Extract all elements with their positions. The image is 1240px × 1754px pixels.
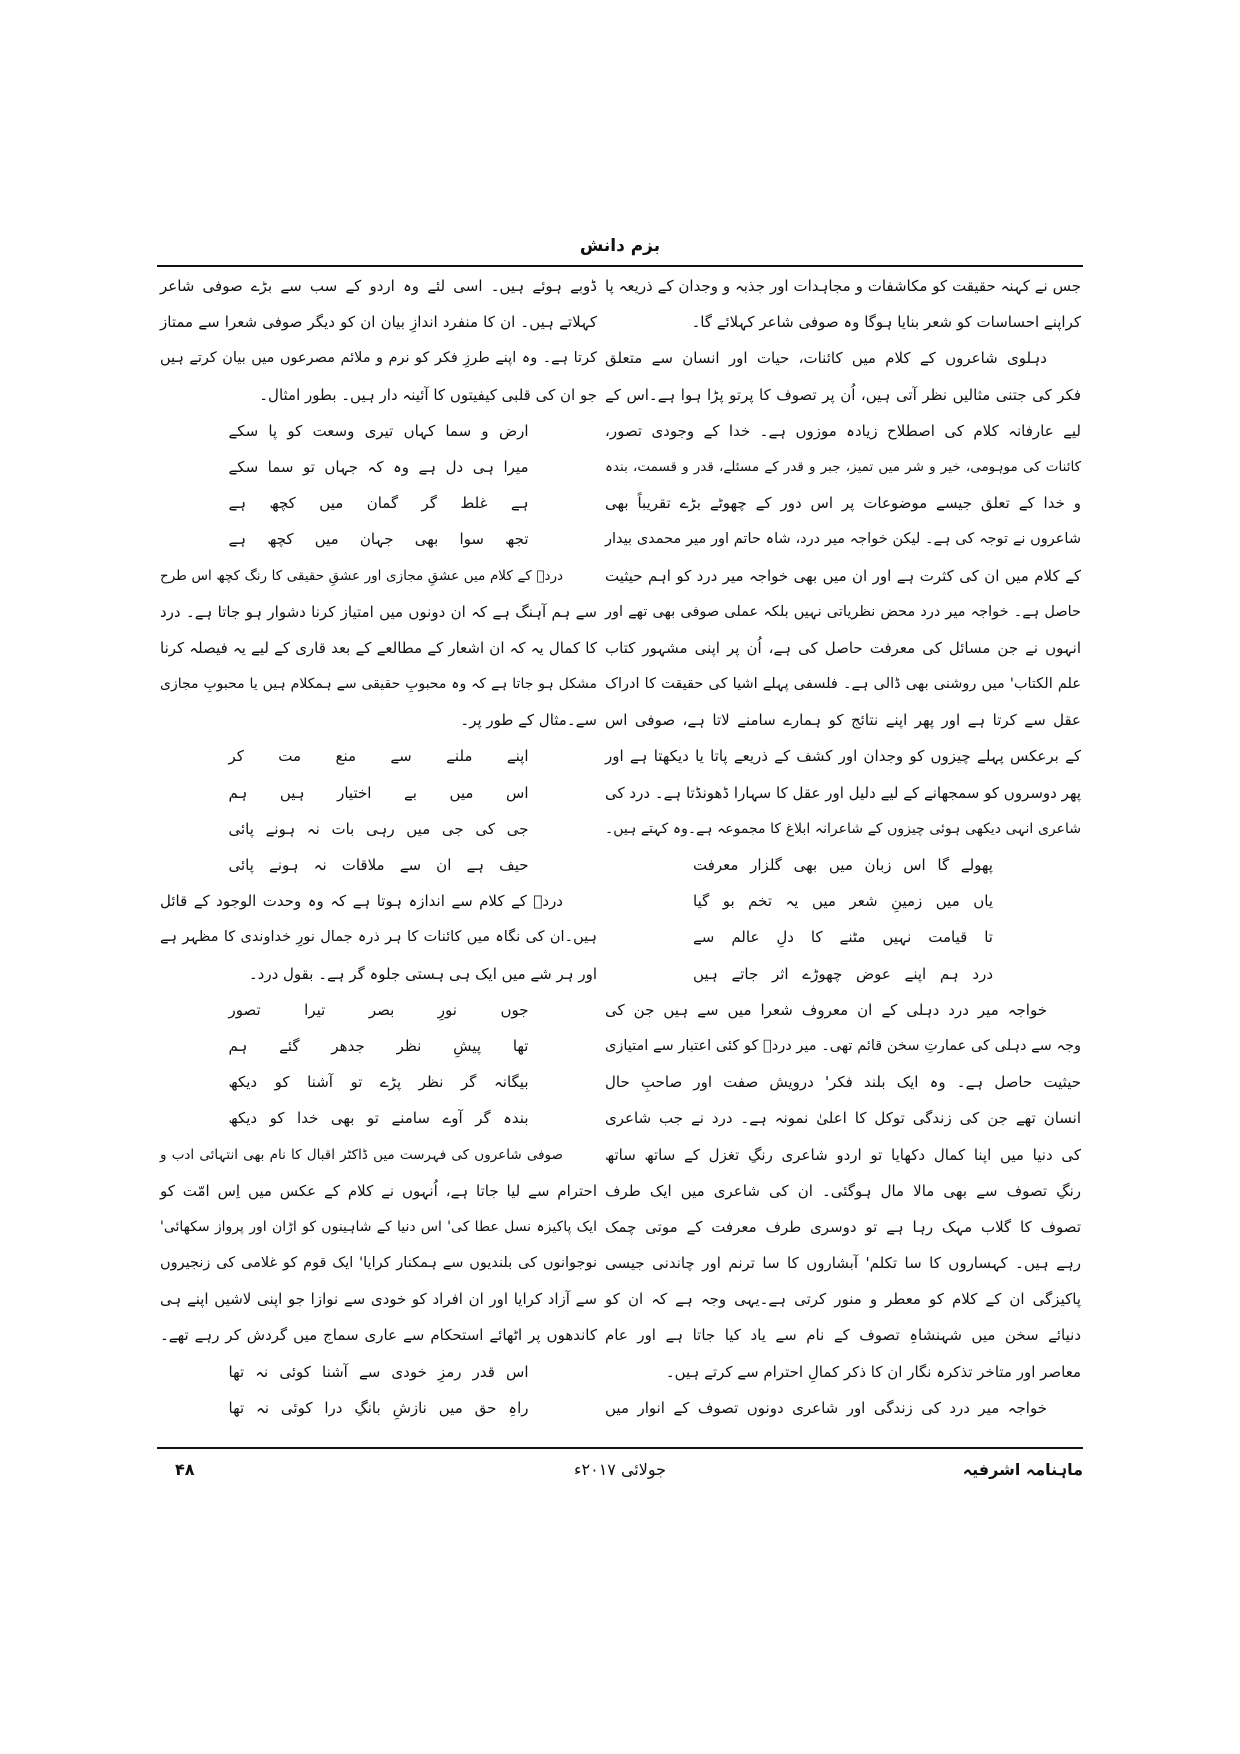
right-column	[605, 270, 1081, 1428]
verse-line: تا قیامت نہیں مٹنے کا دلِ عالم سے	[693, 928, 993, 947]
text-line: ایک پاکیزہ نسل عطا کی' اس دنیا کے شاہینوں کو اڑان اور پرواز سکھائی'	[160, 1218, 597, 1235]
verse-line: بیگانہ گر نظر پڑے تو آشنا کو دیکھ	[228, 1073, 529, 1092]
text-line: کہلاتے ہیں۔ ان کا منفرد اندازِ بیان ان کو دیگر صوفی شعرا سے ممتاز	[160, 313, 597, 332]
text-line: انسان تھے جن کی زندگی توکل کا اعلیٰ نمونہ ہے۔ درد نے جب شاعری	[605, 1109, 1081, 1128]
magazine-name: ماہنامہ اشرفیہ	[962, 1460, 1083, 1479]
verse-line: ہے غلط گر گمان میں کچھ ہے	[228, 494, 529, 513]
text-line: حاصل ہے۔ خواجہ میر درد محض نظریاتی نہیں بلکہ عملی صوفی بھی تھے اور	[605, 603, 1081, 620]
text-line: کے کلام میں ان کی کثرت ہے اور ان میں بھی خواجہ میر درد کو اہم حیثیت	[605, 566, 1081, 585]
text-line: جس نے کہنہ حقیقت کو مکاشفات و مجاہدات اور جذبہ و وجدان کے ذریعہ پا	[605, 277, 1081, 295]
text-line: سے آزاد کرایا اور ان افراد کو خودی سے نوازا جو اپنی لاشیں اپنے ہی	[160, 1290, 597, 1309]
verse-line: اس قدر رمزِ خودی سے آشنا کوئی نہ تھا	[228, 1362, 529, 1381]
text-line: کا کمال یہ کہ ان اشعار کے مطالعے کے بعد قاری کے لیے یہ فیصلہ کرنا	[160, 638, 597, 657]
text-line: دہلوی شاعروں کے کلام میں کائنات، حیات اور انسان سے متعلق	[605, 349, 1047, 368]
verse-line: راہِ حق میں نازشِ بانگِ درا کوئی نہ تھا	[228, 1398, 529, 1417]
verse-line: پھولے گا اس زبان میں بھی گلزار معرفت	[693, 856, 993, 874]
text-line: دردؔ کے کلام میں عشقِ مجازی اور عشقِ حقیقی کا رنگ کچھ اس طرح	[160, 567, 563, 584]
verse-line: جوں نورِ بصر تیرا تصور	[228, 1000, 529, 1019]
text-line: کاندھوں پر اٹھائے استحکام سے عاری سماج میں گردش کر رہے تھے۔	[160, 1326, 597, 1345]
text-line: احترام سے لیا جاتا ہے، اُنہوں نے کلام کے عکس میں اِس امّت کو	[160, 1181, 597, 1200]
text-line: ڈوبے ہوئے ہیں۔ اسی لئے وہ اردو کے سب سے بڑے صوفی شاعر	[160, 277, 597, 295]
text-line: رہے ہیں۔ کہساروں کا سا تکلم' آبشاروں کا سا ترنم اور چاندنی جیسی	[605, 1254, 1081, 1273]
page-number: ۴۸	[175, 1460, 195, 1479]
verse-line: میرا ہی دل ہے وہ کہ جہاں تو سما سکے	[228, 457, 529, 476]
text-line: نوجوانوں کی بلندیوں سے ہمکنار کرایا' ایک قوم کو غلامی کی زنجیروں	[160, 1255, 597, 1272]
verse-line: جی کی جی میں رہی بات نہ ہونے پائی	[228, 819, 529, 838]
verse-line: بندہ گر آوے سامنے تو بھی خدا کو دیکھ	[228, 1109, 529, 1128]
text-line: اور ہر شے میں ایک ہی ہستی جلوہ گر ہے۔ بقول درد۔	[248, 964, 597, 983]
text-line: پھر دوسروں کو سمجھانے کے لیے دلیل اور عقل کا سہارا ڈھونڈتا ہے۔ درد کی	[605, 783, 1081, 802]
verse-line: یاں میں زمینِ شعر میں یہ تخم بو گیا	[693, 892, 993, 911]
text-line: پاکیزگی ان کے کلام کو معطر و منور کرتی ہے۔یہی وجہ ہے کہ ان کو	[605, 1290, 1081, 1309]
text-line: دردؔ کے کلام سے اندازہ ہوتا ہے کہ وہ وحدت الوجود کے قائل	[160, 892, 563, 911]
verse-line: اپنے ملنے سے منع مت کر	[228, 747, 529, 766]
text-line: سے۔مثال کے طور پر۔	[460, 711, 597, 730]
text-line: لیے عارفانہ کلام کی اصطلاح زیادہ موزوں ہے۔ خدا کے وجودی تصور،	[605, 421, 1081, 440]
text-line: تصوف کا گلاب مہک رہا ہے تو دوسری طرف معرفت کے موتی چمک	[605, 1217, 1081, 1236]
verse-line: تھا پیشِ نظر جدھر گئے ہم	[228, 1036, 529, 1055]
text-line: معاصر اور متاخر تذکرہ نگار ان کا ذکر کمالِ احترام سے کرتے ہیں۔	[665, 1362, 1081, 1381]
text-line: کائنات کی موہومی، خیر و شر میں تمیز، جبر و قدر کے مسئلے، قدر و قسمت، بندہ	[605, 458, 1081, 475]
text-line: کرتا ہے۔ وہ اپنے طرزِ فکر کو نرم و ملائم مصرعوں میں بیان کرتے ہیں	[160, 350, 597, 367]
text-line: جو ان کی قلبی کیفیتوں کا آئینہ دار ہیں۔ بطور امثال۔	[259, 385, 597, 404]
text-line: سے ہم آہنگ ہے کہ ان دونوں میں امتیاز کرنا دشوار ہو جاتا ہے۔ درد	[160, 602, 597, 621]
text-line: انہوں نے جن مسائل کی معرفت حاصل کی ہے، اُن پر اپنی مشہور کتاب	[605, 638, 1081, 657]
header-rule	[157, 265, 1083, 267]
verse-line: تجھ سوا بھی جہان میں کچھ ہے	[228, 530, 529, 549]
text-line: علم الکتاب' میں روشنی بھی ڈالی ہے۔ فلسفی پہلے اشیا کی حقیقت کا ادراک	[605, 676, 1081, 693]
verse-line: حیف ہے ان سے ملاقات نہ ہونے پائی	[228, 856, 529, 874]
section-title: بزم دانش	[579, 236, 661, 256]
footer-rule	[157, 1447, 1083, 1449]
text-line: خواجہ میر درد کی زندگی اور شاعری دونوں تصوف کے انوار میں	[605, 1398, 1047, 1417]
verse-line: اس میں بے اختیار ہیں ہم	[228, 783, 529, 802]
issue-date: جولائی ۲۰۱۷ء	[573, 1460, 667, 1479]
text-line: رنگِ تصوف سے بھی مالا مال ہوگئی۔ ان کی شاعری میں ایک طرف	[605, 1181, 1081, 1200]
text-line: کی دنیا میں اپنا کمال دکھایا تو اردو شاعری رنگِ تغزل کے ساتھ ساتھ	[605, 1145, 1081, 1164]
text-line: کراپنے احساسات کو شعر بنایا ہوگا وہ صوفی شاعر کہلائے گا۔	[691, 313, 1081, 332]
text-line: کے برعکس پہلے چیزوں کو وجدان اور کشف کے ذریعے پاتا یا دیکھتا ہے اور	[605, 747, 1081, 766]
text-line: دنیائے سخن میں شہنشاہِ تصوف کے نام سے یاد کیا جاتا ہے اور عام	[605, 1326, 1081, 1345]
text-line: شاعری انہی دیکھی ہوئی چیزوں کے شاعرانہ ابلاغ کا مجموعہ ہے۔وہ کہتے ہیں۔	[605, 820, 1081, 837]
text-line: خواجہ میر درد دہلی کے ان معروف شعرا میں سے ہیں جن کی	[605, 1000, 1047, 1019]
verse-line: درد ہم اپنے عوض چھوڑے اثر جاتے ہیں	[693, 964, 993, 983]
text-line: فکر کی جتنی مثالیں نظر آتی ہیں، اُن پر تصوف کا پرتو پڑا ہوا ہے۔اس کے	[605, 385, 1081, 404]
text-line: مشکل ہو جاتا ہے کہ وہ محبوبِ حقیقی سے ہمکلام ہیں یا محبوبِ مجازی	[160, 676, 597, 693]
left-column	[160, 270, 597, 1428]
verse-line: ارض و سما کہاں تیری وسعت کو پا سکے	[228, 421, 529, 440]
text-line: عقل سے کرتا ہے اور پھر اپنے نتائج کو ہمارے سامنے لاتا ہے، صوفی اس	[605, 711, 1081, 730]
text-line: شاعروں نے توجہ کی ہے۔ لیکن خواجہ میر درد، شاہ حاتم اور میر محمدی بیدار	[605, 531, 1081, 548]
text-line: و خدا کے تعلق جیسے موضوعات پر اس دور کے چھوٹے بڑے تقریباً بھی	[605, 494, 1081, 513]
text-line: صوفی شاعروں کی فہرست میں ڈاکٹر اقبال کا نام بھی انتہائی ادب و	[160, 1146, 563, 1163]
text-line: وجہ سے دہلی کی عمارتِ سخن قائم تھی۔ میر دردؔ کو کئی اعتبار سے امتیازی	[605, 1037, 1081, 1054]
text-line: حیثیت حاصل ہے۔ وہ ایک بلند فکر' درویش صفت اور صاحبِ حال	[605, 1073, 1081, 1092]
text-line: ہیں۔ان کی نگاہ میں کائنات کا ہر ذرہ جمال نورِ خداوندی کا مظہر ہے	[160, 929, 597, 946]
